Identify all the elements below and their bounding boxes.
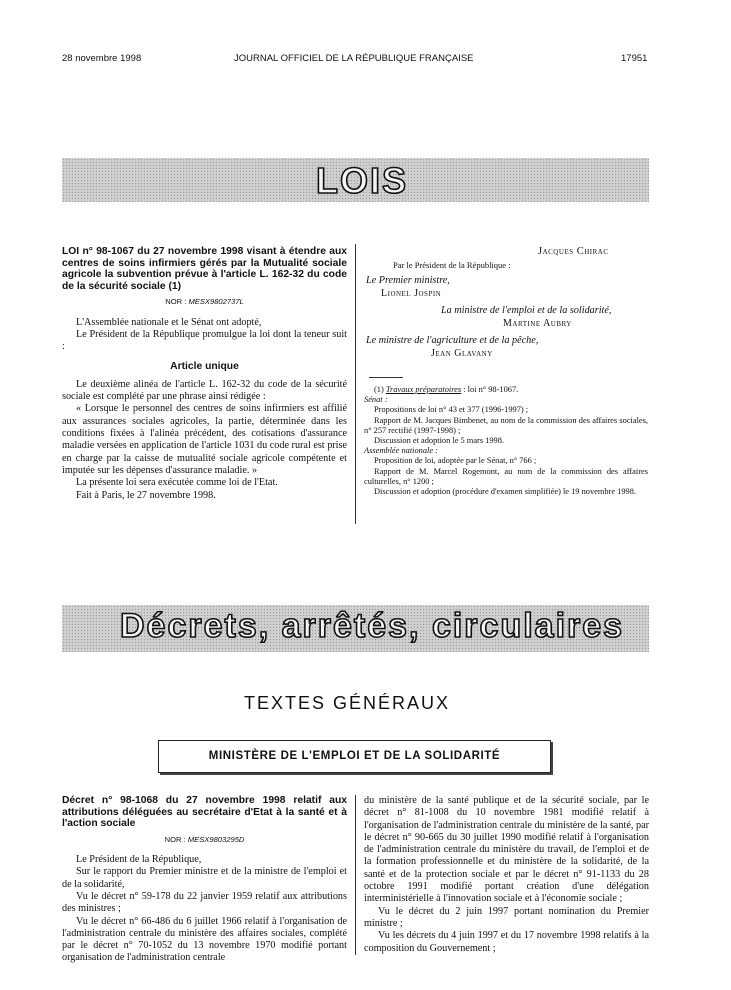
decret-right-column <box>364 795 649 955</box>
column-divider-bottom <box>355 795 356 955</box>
loi-column <box>62 246 347 502</box>
lois-banner-title: LOIS <box>316 160 409 201</box>
signature-pm-title: Le Premier ministre, <box>366 275 450 286</box>
loi-title-text: n° 98-1067 du 27 novembre 1998 visant à étendre aux centres de soins infirmiers gérés par la Mutualité sociale agricole la subvention prévue à l'article L. 162-32 du code de la sécurité sociale (1) <box>62 246 347 292</box>
signature-agri-name: Jean Glavany <box>431 348 493 359</box>
loi-nor: NOR : MESX9802737L <box>165 297 244 307</box>
an-item-1: Proposition de loi, adoptée par le Sénat, n° 766 ; <box>374 456 537 466</box>
senat-item-1: Propositions de loi n° 43 et 377 (1996-1997) ; <box>374 405 529 415</box>
decret-p5: du ministère de la santé publique et de la sécurité sociale, par le décret n° 81-1008 du 10 novembre 1981 modifié relatif à l'organisation de l'administration centrale du ministère de la santé, par le décret n° 90-665 du 30 juillet 1990 modifié relatif à l'organisation de l'administration centrale du ministère du travail, de l'emploi et de la formation professionnelle et du ministère de la solidarité, de la santé et de la protection sociale et par le décret n° 91-1133 du 28 octobre 1991 modifié portant création d'une délégation interministérielle à l'innovation sociale et à l'économie sociale ; <box>364 795 649 905</box>
loi-nor-code: MESX9802737L <box>188 297 244 307</box>
article-paragraph-2: « Lorsque le personnel des centres de soins infirmiers est affilié aux assurances sociales agricoles, la partie, déterminée dans les conditions fixées à l'alinéa précédent, des cotisations d'assurance maladie versées en application de l'article 1031 du code rural est prise en charge par la caisse de mutualité sociale agricole compétente et imputée sur les dépenses d'assurance maladie. » <box>62 403 347 476</box>
decret-p3: Vu le décret n° 59-178 du 22 janvier 1959 relatif aux attributions des ministres ; <box>62 890 347 915</box>
loi-execution: La présente loi sera exécutée comme loi de l'Etat. <box>76 477 278 489</box>
article-paragraph-1: Le deuxième alinéa de l'article L. 162-32 du code de la sécurité sociale est complété par une phrase ainsi rédigée : <box>62 378 347 403</box>
decret-p7: Vu les décrets du 4 juin 1997 et du 17 novembre 1998 relatifs à la composition du Gouvernement ; <box>364 930 649 954</box>
signature-emploi-title: La ministre de l'emploi et de la solidarité, <box>441 305 612 316</box>
decret-nor: NOR : MESX9803295D <box>164 834 245 844</box>
signature-agri-title: Le ministre de l'agriculture et de la pêche, <box>366 335 539 346</box>
decret-nor-code: MESX9803295D <box>187 834 245 844</box>
decret-p4: Vu le décret n° 66-486 du 6 juillet 1966 relatif à l'organisation de l'administration centrale du ministère des affaires sociales, complété par le décret n° 70-1052 du 13 novembre 1970 modifié portant organisation de l'administration centrale <box>62 915 347 964</box>
an-item-2: Rapport de M. Marcel Rogemont, au nom de la commission des affaires culturelles, n° 1200 ; <box>364 466 648 486</box>
senat-label: Sénat : <box>364 395 388 405</box>
loi-done-at: Fait à Paris, le 27 novembre 1998. <box>76 489 216 501</box>
decret-p1: Le Président de la République, <box>76 854 202 866</box>
ministere-title: MINISTÈRE DE L'EMPLOI ET DE LA SOLIDARITÉ <box>208 750 501 762</box>
decret-p2: Sur le rapport du Premier ministre et de la ministre de l'emploi et de la solidarité, <box>62 866 347 890</box>
header-date: 28 novembre 1998 <box>62 53 142 64</box>
senat-item-3: Discussion et adoption le 5 mars 1998. <box>374 436 505 446</box>
decret-title: Décret n° 98-1068 du 27 novembre 1998 relatif aux attributions déléguées au secrétaire d'Etat à la santé et à l'action sociale <box>62 795 347 830</box>
travaux-link[interactable]: Travaux préparatoires <box>385 385 462 394</box>
column-divider <box>355 244 356 524</box>
article-heading: Article unique <box>170 360 239 372</box>
footnote-rule <box>369 377 403 378</box>
signature-emploi-name: Martine Aubry <box>503 318 572 329</box>
signature-par-le-president: Par le Président de la République : <box>393 260 511 270</box>
signature-pm-name: Lionel Jospin <box>381 288 442 299</box>
loi-title <box>62 246 347 292</box>
header-journal-title: JOURNAL OFFICIEL DE LA RÉPUBLIQUE FRANÇAISE <box>234 53 474 64</box>
ministere-box <box>158 740 551 773</box>
decret-p6: Vu le décret du 2 juin 1997 portant nomination du Premier ministre ; <box>364 905 649 929</box>
decrets-banner-title: Décrets, arrêtés, circulaires <box>120 607 625 645</box>
decret-left-column <box>62 795 347 965</box>
signature-president: Jacques Chirac <box>538 246 609 257</box>
an-item-3: Discussion et adoption (procédure d'examen simplifiée) le 19 novembre 1998. <box>374 487 636 497</box>
loi-intro-1: L'Assemblée nationale et le Sénat ont adopté, <box>76 316 262 328</box>
an-label: Assemblée nationale : <box>364 446 438 456</box>
textes-generaux-heading: TEXTES GÉNÉRAUX <box>244 693 451 713</box>
footnote-reference: (1) Travaux préparatoires : loi n° 98-1067. <box>374 385 519 394</box>
senat-item-2: Rapport de M. Jacques Bimbenet, au nom de la commission des affaires sociales, n° 257 rectifié (1997-1998) ; <box>364 415 648 435</box>
header-page-number: 17951 <box>621 53 648 64</box>
footnotes <box>364 385 648 497</box>
loi-intro-2: Le Président de la République promulgue la loi dont la teneur suit : <box>62 328 347 353</box>
loi-title-prefix: LOI <box>62 246 80 257</box>
